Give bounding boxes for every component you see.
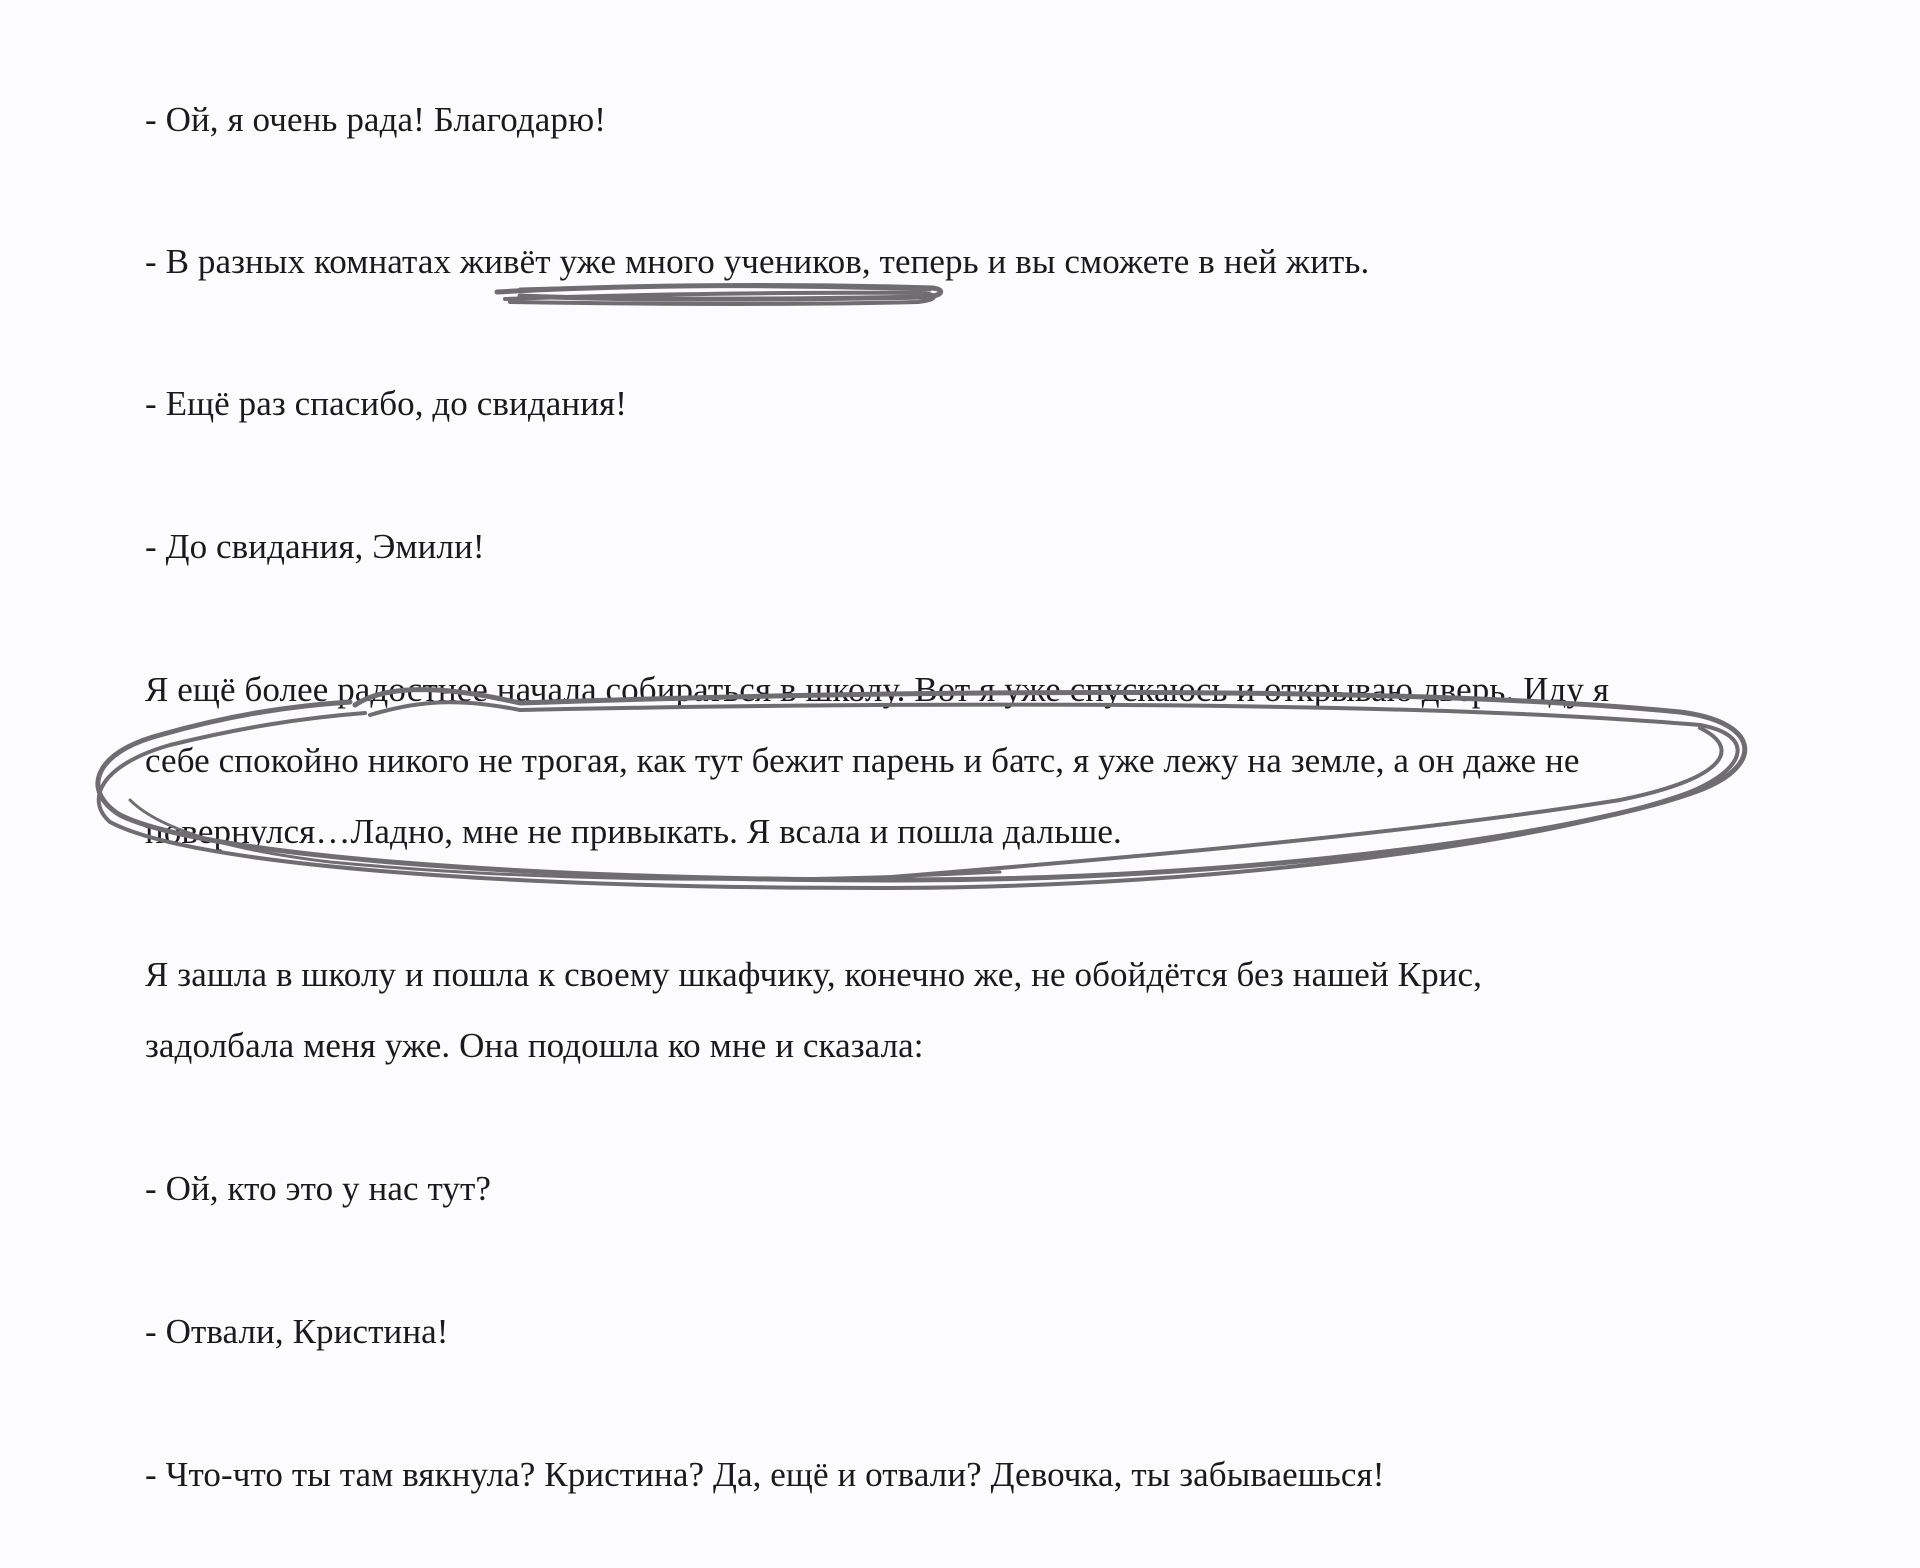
paragraph-line: - В разных комнатах живёт уже много учеников, теперь и вы сможете в ней жить. bbox=[145, 242, 1370, 281]
paragraph-line: себе спокойно никого не трогая, как тут бежит парень и батс, я уже лежу на земле, а он даже не bbox=[145, 741, 1580, 780]
paragraph-line: задолбала меня уже. Она подошла ко мне и сказала: bbox=[145, 1026, 924, 1065]
paragraph-line: Я ещё более радостнее начала собираться в школу. Вот я уже спускаюсь и открываю дверь. Иду я bbox=[145, 670, 1610, 709]
paragraph-line: повернулся…Ладно, мне не привыкать. Я всала и пошла дальше. bbox=[145, 812, 1122, 851]
paragraph-line: - Ой, я очень рада! Благодарю! bbox=[145, 100, 606, 139]
paragraph-line: - Отвали, Кристина! bbox=[145, 1312, 449, 1351]
paragraph-line: - Что-что ты там вякнула? Кристина? Да, ещё и отвали? Девочка, ты забываешься! bbox=[145, 1455, 1385, 1494]
paragraph-line: - Ой, кто это у нас тут? bbox=[145, 1169, 492, 1208]
paragraph-line: Я зашла в школу и пошла к своему шкафчику, конечно же, не обойдётся без нашей Крис, bbox=[145, 955, 1482, 994]
paragraph-line: - До свидания, Эмили! bbox=[145, 527, 485, 566]
paragraph-line: - Ещё раз спасибо, до свидания! bbox=[145, 384, 628, 423]
